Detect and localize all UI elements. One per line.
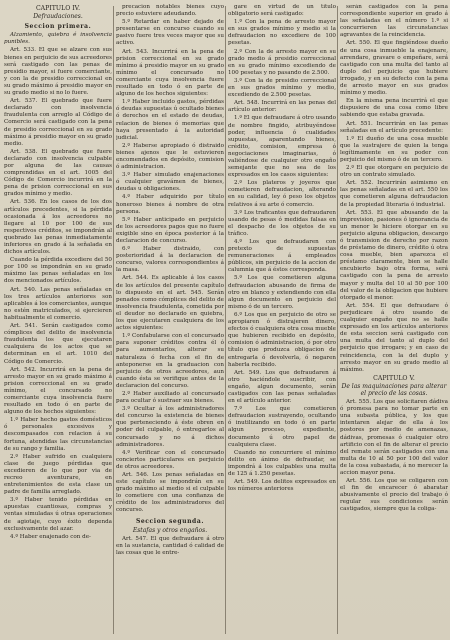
article-paragraph: 1.º El que defraudare á otro usando de nombre fingido, atribuyéndose poder, influencia ó cualidades supuestas, aparentando bienes, crédito, comision, empresa ó negociaciones imaginarias, ó valiéndose de cualquier otro engaño semejante que no sea de los expresados en los casos siguientes: [228, 115, 336, 179]
chapter-heading: CAPITULO IV. [35, 5, 81, 12]
article-paragraph: Art. 546. Los penas señaladas en este capítulo se impondrán en su grado máximo al medio si el culpable lo cometiere con una confianza de crédito de los administradores del concurso. [116, 472, 224, 514]
text-column-2 [116, 4, 224, 636]
text-column-4 [340, 4, 448, 636]
article-paragraph: 3.º Con la de presidio correccional en sus grados mínimo y medio, excediendo de 2.500 pesetas. [228, 77, 336, 99]
article-paragraph: Cuando no concurriere el mínimo delito en ánimo de defraudar, se impondrá á los culpables una multa de 125 á 1.250 pesetas. [228, 449, 336, 477]
column-rule [337, 6, 338, 634]
article-paragraph: En la misma pena incurrirá el que dispusiere de una cosa como libre sabiendo que estaba gravada. [340, 98, 448, 119]
section-subtitle: Estafas y otros engaños. [132, 526, 208, 534]
article-paragraph: 2.º Con la de arresto mayor en su grado medio á presidio correccional en su grado mínimo excediendo de 100 pesetas y no pasando de 2.500. [228, 48, 336, 76]
article-paragraph: Art. 551. Incurrirán en las penas señaladas en el artículo precedente: [340, 120, 448, 134]
article-paragraph: Art. 533. El que se alzare con sus bienes en perjuicio de sus acreedores será castigado con las penas de presidio mayor, si fuere comerciante, y con la de presidio correccional en su grado máximo á presidio mayor en su grado medio si no lo fuere. [4, 47, 112, 97]
article-paragraph: Art. 547. El que defraudare á otro en la sustancia, cantidad ó calidad de las cosas que le entre- [116, 535, 224, 556]
article-paragraph: 2.º El que otorgare en perjuicio de otro un contrato simulado. [340, 165, 448, 179]
section-subtitle: Alzamiento, quiebra é insolvencia punibles. [4, 32, 112, 46]
article-paragraph: Art. 555. Los que solicitaren dádiva ó promesa para no tomar parte en una subasta pública, y los que intentaren alejar de ella á los postores por medio de amenazas, dádivas, promesas ó cualquier otro artificio con el fin de alterar el precio del remate serán castigados con una multa de 10 al 50 por 100 del valor de la cosa subastada, á no merecer la accion mayor pena. [340, 399, 448, 476]
text-column-1 [4, 4, 112, 636]
article-paragraph: 2.º Los plateros y joyeros que cometieren defraudacion, alterando en su calidad, ley ó peso los objetos relativos á su arte ó comercio. [228, 180, 336, 208]
article-paragraph: 5.º Los que cometieren alguna defraudacion abusando de firma de otro en blanco y extendiendo con ella algun documento en perjuicio del mismo ó de un tercero. [228, 275, 336, 310]
article-paragraph: Art. 549. Los que defraudaren á otro haciéndole suscribir, con engaño, algun documento, serán castigados con las penas señaladas en el artículo anterior. [228, 369, 336, 405]
article-paragraph: Art. 537. El quebrado que fuere declarado con insolvencia fraudulenta con arreglo al Código de Comercio será castigado con la pena de presidio correccional en su grado máximo á presidio mayor en su grado medio. [4, 98, 112, 147]
article-paragraph: Art. 538. El quebrado que fuere declarado con insolvencia culpable por alguna de las causas comprendidas en el art. 1005 del Código de Comercio incurrirá en la pena de prision correccional en sus grados mínimo y medio. [4, 148, 112, 198]
article-paragraph: Art. 552. Incurrirán asimismo en las penas señaladas en el art. 550 los que cometieren alguna defraudacion de la propiedad literaria ó industrial. [340, 180, 448, 208]
article-paragraph: precacion notables bienes cuyo precio estuviere adeudando. [116, 4, 224, 18]
article-paragraph: 4.º Los que defraudaren con pretexto de supuestas remuneraciones á empleados públicos, sin perjuicio de la accion de calumnia que á éstos corresponda. [228, 239, 336, 274]
article-paragraph: 1.º El dueño de una cosa mueble que la sustrajere de quien la tenga legítimamente en su poder con perjuicio del mismo ó de un tercero. [340, 135, 448, 163]
article-paragraph: Art. 541. Serán castigados como cómplices del delito de insolvencia fraudulenta los que ejecutaren cualquiera de los actos que se determinan en el art. 1010 del Código de Comercio. [4, 323, 112, 365]
article-paragraph: Art. 542. Incurrirá en la pena de arresto mayor en su grado máximo á prision correccional en su grado mínimo, el concursado no comerciante cuya insolvencia fuere resultado en todo ó en parte de alguno de los hechos siguientes: [4, 366, 112, 416]
article-paragraph: 2.º Haberse apropiado ó distraido bienes ajenos que le estuvieren encomendados en depósito, comision ó administracion. [116, 142, 224, 171]
article-paragraph: Cuando la pérdida excediere del 50 por 100 se impondrán en su grado máximo las penas señaladas en los dos mencionados artículos. [4, 257, 112, 285]
article-paragraph: 4.º Haber adquirido por título honeroso bienes á nombre de otra persona. [116, 194, 224, 215]
article-paragraph: 1.º Haber incluido gastos, pérdidas ó deudas supuestas ú ocultado bienes ó derechos en el estado de deudas, relacion de bienes ó memorias que haya presentado á la autoridad judicial. [116, 99, 224, 141]
article-paragraph: Art. 548. Incurrirá en las penas del artículo anterior: [228, 100, 336, 114]
chapter-title: Defraudaciones. [33, 13, 83, 21]
article-paragraph: 1.º Confabularse con el concursado para suponer créditos contra él ó para aumentarlos, alterar su naturaleza ó fecha con el fin de anteponerse en la graduacion con perjuicio de otros acreedores, aun cuando ésta se verifique antes de la declaracion del concurso. [116, 333, 224, 389]
article-paragraph: Art. 554. El que defraudare ó perjudicare á otro usando de cualquier engaño que no se halle expresado en los artículos anteriores de esta seccion será castigado con una multa del tanto al duplo del perjuicio que irrogare; y en caso de reincidencia, con la del duplo y arresto mayor en su grado medio al máximo. [340, 302, 448, 373]
article-paragraph: Art. 553. El que abusando de la imprevision, pasiones ó ignorancia de un menor le hiciere otorgar en su perjuicio alguna obligacion, descargo ó transmision de derecho por razon de préstamo de dinero, crédito ú otra cosa mueble, bien aparezca el préstamo claramente, bien se halle encubierto bajo otra forma, será castigado con la pena de arresto mayor y multa del 10 al 50 por 100 del valor de la obligacion que hubiere otorgado el menor. [340, 209, 448, 301]
article-paragraph: 3.º Ocultar á los administradores del concurso la existencia de bienes que perteneciendo á éste obren en poder del culpable, ó entregarlos al concursado y no á dichos administradores. [116, 406, 224, 448]
article-paragraph: Art. 536. En los casos de los dos artículos precedentes, si la pérdida ocasionada á los acreedores no llegare al 10 por 100 de sus respectivos créditos, se impondrán al quebrado las penas inmediatamente inferiores en grado á la señalada en dichos artículos. [4, 199, 112, 256]
article-paragraph: serán castigados con la pena correspondiente superior en grado á las señaladas en el número 1.º si concurrieren las circunstancias agravantes de la reincidencia. [340, 4, 448, 39]
text-column-3 [228, 4, 336, 636]
column-rule [225, 6, 226, 634]
article-paragraph: 3.º Haber tenido pérdidas en apuestas cuantiosas, compras y ventas simuladas ú otras operaciones de agiotaje, cuyo éxito dependa exclusivamente del azar. [4, 497, 112, 532]
article-paragraph: 2.º Haber auxiliado al concursado para ocultar ó sustraer sus bienes. [116, 390, 224, 405]
article-paragraph: Art. 549. Los delitos expresados en los números anteriores [228, 479, 336, 493]
article-paragraph: 1.º Haber hecho gastos domésticos ó personales excesivos y descompasados con relacion á su fortuna, atendidas las circunstancias de su rango y familia. [4, 417, 112, 452]
section-heading: Seccion primera. [24, 23, 92, 31]
article-paragraph: Art. 544. Es aplicable á los casos de los artículos del presente capítulo lo dispuesto en el art. 545. Serán penados como cómplices del delito de insolvencia fraudulenta, cometida por el deudor no declarado en quiebra, los que ejecutaren cualquiera de los actos siguientes: [116, 275, 224, 332]
article-paragraph: 1.º Con la pena de arresto mayor en sus grados mínimo y medio si la defraudacion no excediere de 100 pesetas. [228, 19, 336, 47]
article-paragraph: Art. 540. Las penas señaladas en los tres artículos anteriores son aplicables á los comerciantes, aunque no estén matriculados, si ejercieren habitualmente el comercio. [4, 286, 112, 321]
article-paragraph: Art. 550. El que fingiéndose dueño de una cosa inmueble la enajenare, arrendare, gravare o empeñare, será castigado con una multa del tanto al duplo del perjuicio que hubiere irrogado, y en su defecto con la pena de arresto mayor en sus grados mínimo y medio. [340, 40, 448, 97]
article-paragraph: 3.º Haber simulado enajenaciones ó cualquier gravámen de bienes, deudas u obligaciones. [116, 172, 224, 193]
article-paragraph: 4.º Haber enajenado con de- [10, 533, 91, 540]
column-rule [113, 6, 114, 634]
article-paragraph: 3.º Los traficantes que defraudaren usando de pesas ó medidas falsas en el despacho de los objetos de su tráfico. [228, 209, 336, 237]
article-paragraph: 6.º Los que en perjuicio de otro se apropiaren ó distrajeren dinero, efectos ó cualquiera otra cosa mueble que hubieren recibido en depósito, comision ó administracion, ó por otro título que produzca obligacion de entregarla ó devolverla, ó negaren haberla recibido. [228, 311, 336, 368]
article-paragraph: 6.º Haber distraido, con posterioridad á la declaracion de concurso, valores correspondientes á la masa. [116, 246, 224, 274]
article-paragraph: Art. 543. Incurrirá en la pena de prision correccional en su grado mínimo á presidio mayor en su grado mínimo el concursado no comerciante cuya insolvencia fuere resultado en todo ó en parte de alguno de los hechos siguientes: [116, 48, 224, 98]
section-heading: Seccion segunda. [135, 517, 205, 525]
article-paragraph: 2.º Haber sufrido en cualquiera clase de juego pérdidas que excedieren de lo que por via de recreo aventurare, en entretenimientos de esta clase un padre de familia arreglado. [4, 453, 112, 496]
article-paragraph: gare en virtud de un título obligatorio será castigado: [228, 4, 336, 18]
article-paragraph: 4.º Verificar con el concursado conciertos particulares en perjuicio de otros acreedores. [116, 449, 224, 470]
article-paragraph: Art. 556. Los que se coligaren con el fin de encarecer ó abaratar abusivamente el precio del trabajo ó regular sus condiciones serán castigados, siempre que la coliga- [340, 478, 448, 513]
article-paragraph: 5.º Haber anticipado en perjuicio de los acreedores pagos que no fuere exigible sino en época posterior á la declaracion de concurso. [116, 216, 224, 244]
chapter-heading: CAPITULO V. [373, 374, 415, 382]
chapter-title: De las maquinaciones para alterar el precio de las cosas. [341, 382, 447, 397]
article-paragraph: 7.º Los que cometieren defraudacion sustrayendo, ocultando ó inutilizando en todo ó en parte algun proceso, expediente, documento ú otro papel de cualquiera clase. [228, 406, 336, 448]
article-paragraph: 5.º Retardar en haber dejado de presentarse en concurso cuando su pasivo fuere tres veces mayor que su activo. [116, 19, 224, 47]
